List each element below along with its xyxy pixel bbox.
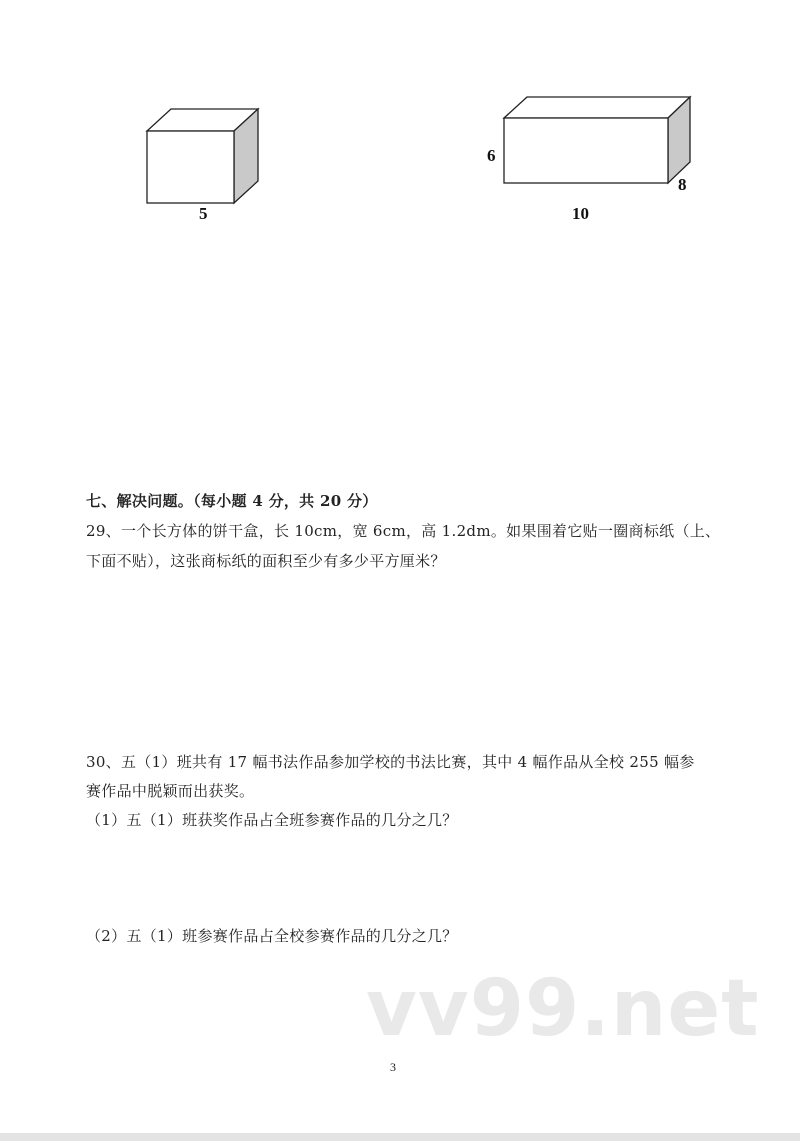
cube-figure <box>147 109 258 223</box>
cube-edge-label: 5 <box>199 204 208 223</box>
cuboid-height-label: 6 <box>487 146 496 165</box>
q30-sub1: （1）五（1）班获奖作品占全班参赛作品的几分之几？ <box>86 811 458 829</box>
watermark: vv99.net <box>366 964 760 1054</box>
q30-line2: 赛作品中脱颖而出获奖。 <box>86 782 255 800</box>
q30-line1: 30、五（1）班共有 17 幅书法作品参加学校的书法比赛，其中 4 幅作品从全校 255 幅参 <box>86 753 695 771</box>
page-number: 3 <box>390 1060 396 1074</box>
figures <box>0 0 800 260</box>
q29-line1: 29、一个长方体的饼干盒，长 10cm，宽 6cm，高 1.2dm。如果围着它贴一圈商标纸（上、 <box>86 522 721 540</box>
cuboid-length-label: 10 <box>572 204 589 223</box>
section-heading: 七、解决问题。（每小题 4 分，共 20 分） <box>86 492 378 510</box>
page-bottom-edge <box>0 1133 800 1141</box>
q29-line2: 下面不贴），这张商标纸的面积至少有多少平方厘米？ <box>86 552 446 570</box>
q30-sub2: （2）五（1）班参赛作品占全校参赛作品的几分之几？ <box>86 927 458 945</box>
cuboid-width-label: 8 <box>678 175 687 194</box>
cuboid-figure <box>487 97 690 223</box>
